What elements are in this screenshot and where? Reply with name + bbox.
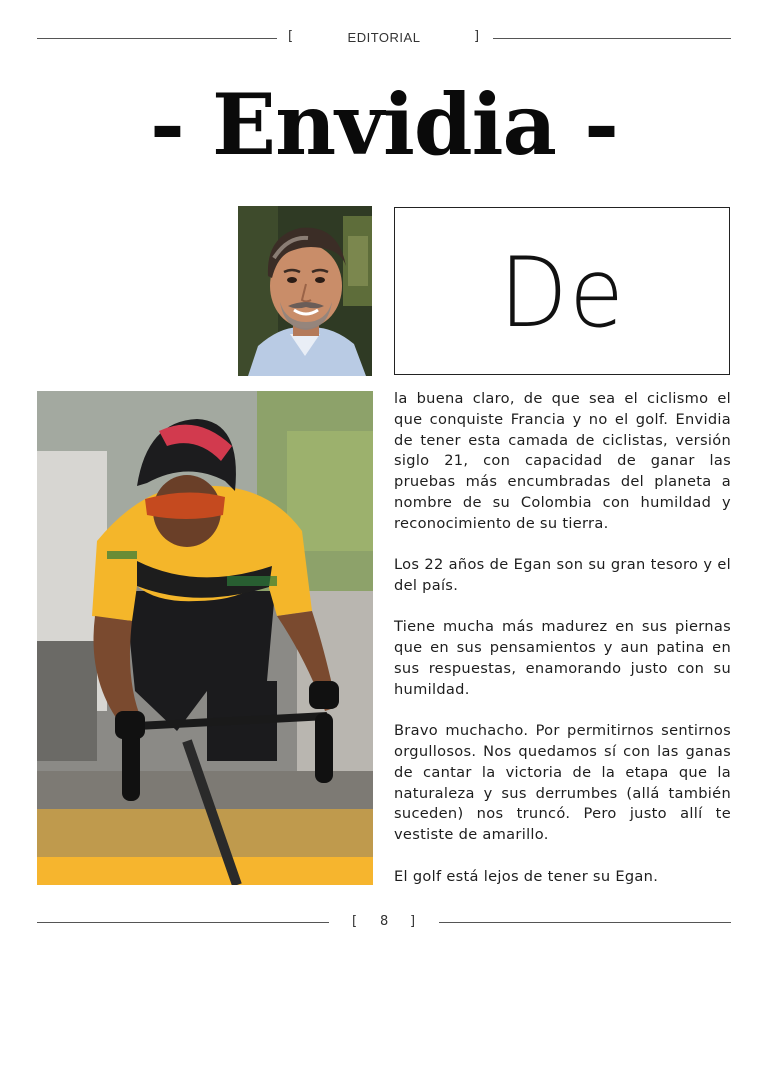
page-title: - Envidia - bbox=[149, 75, 619, 174]
header-bracket-close: ] bbox=[474, 29, 480, 44]
footer-rule-right bbox=[439, 922, 731, 923]
paragraph: Bravo muchacho. Por permitirnos sentirnos orgullosos. Nos quedamos sí con las ganas de cantar la victoria de la etapa que la naturaleza y sus derrumbes (allá también suceden) nos truncó. Pero justo allí te vestiste de amarillo. bbox=[394, 722, 731, 844]
article-body bbox=[394, 389, 731, 908]
cyclist-photo bbox=[37, 391, 373, 885]
footer-bracket-close: ] bbox=[410, 914, 416, 929]
paragraph: la buena claro, de que sea el ciclismo el que conquiste Francia y no el golf. Envidia de tener esta camada de ciclistas, versión siglo 21, con capacidad de ganar las pruebas más encumbradas del planeta a nombre de su Colombia con humildad y reconocimiento de su tierra. bbox=[394, 390, 731, 532]
portrait-photo bbox=[238, 206, 372, 376]
header-rule-left bbox=[37, 38, 277, 39]
drop-cap-text: De bbox=[498, 237, 626, 349]
paragraph: Tiene mucha más madurez en sus piernas que en sus pensamientos y aun patina en sus respuestas, enamorando justo con su humildad. bbox=[394, 618, 731, 698]
footer-bracket-open: [ bbox=[352, 914, 358, 929]
page-number: 8 bbox=[380, 914, 389, 929]
drop-cap-box bbox=[394, 207, 730, 375]
header-rule-right bbox=[493, 38, 731, 39]
footer-rule-left bbox=[37, 922, 329, 923]
section-label: EDITORIAL bbox=[347, 30, 421, 45]
header-bracket-open: [ bbox=[288, 29, 294, 44]
paragraph: Los 22 años de Egan son su gran tesoro y el del país. bbox=[394, 556, 731, 594]
paragraph: El golf está lejos de tener su Egan. bbox=[394, 867, 659, 885]
